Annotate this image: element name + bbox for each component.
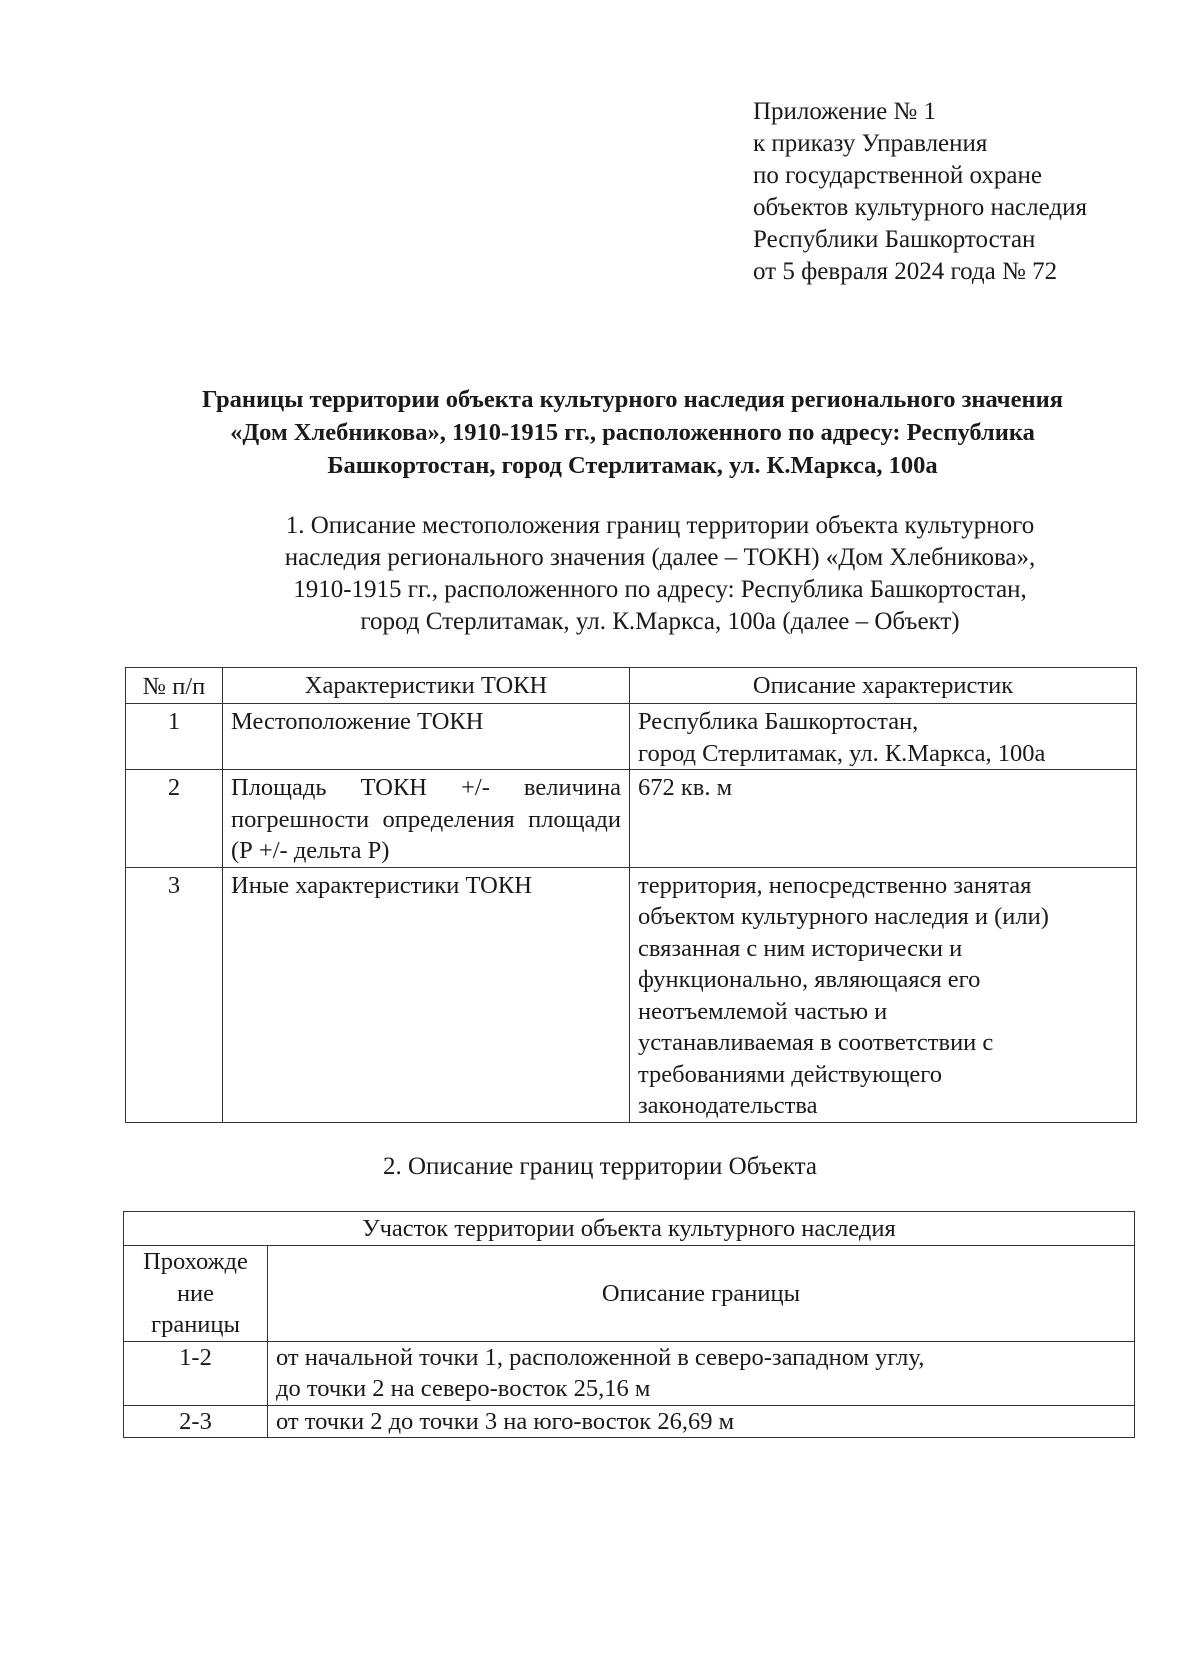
table-caption-row [124, 1212, 1135, 1246]
appendix-line: по государственной охране [753, 162, 1043, 189]
description-line: устанавливаемая в соответствии с [638, 1029, 994, 1056]
appendix-line: объектов культурного наследия [753, 194, 1087, 221]
section-1-heading [190, 510, 1130, 638]
row-boundary-description [268, 1405, 1135, 1438]
title-line: Башкортостан, город Стерлитамак, ул. К.Маркса, 100а [327, 452, 938, 479]
section-1-line: 1910-1915 гг., расположенного по адресу: Республика Башкортостан, [293, 576, 1027, 603]
table-row [126, 770, 1137, 868]
header-segment-line: Прохожде [143, 1248, 248, 1275]
header-segment [124, 1246, 268, 1342]
header-number: № п/п [126, 668, 223, 704]
description-line: от начальной точки 1, расположенной в северо-западном углу, [276, 1343, 925, 1371]
characteristics-table [125, 667, 1137, 1123]
row-segment: 1-2 [124, 1341, 268, 1405]
document-title [110, 383, 1155, 482]
boundary-table [123, 1211, 1135, 1438]
table-caption: Участок территории объекта культурного наследия [124, 1212, 1135, 1246]
section-1-line: 1. Описание местоположения границ территории объекта культурного [285, 512, 1035, 539]
header-segment-line: ние [176, 1279, 215, 1307]
description-line: неотъемлемой частью и [638, 997, 888, 1025]
section-1-line: город Стерлитамак, ул. К.Маркса, 100а (далее – Объект) [360, 608, 960, 635]
description-line: объектом культурного наследия и (или) [638, 903, 1049, 930]
description-line: законодательства [638, 1092, 818, 1119]
row-characteristic: Площадь ТОКН +/- величина погрешности определения площади (Р +/- дельта Р) [223, 770, 630, 868]
row-description [630, 867, 1137, 1122]
header-characteristic: Характеристики ТОКН [223, 668, 630, 704]
table-row [126, 704, 1137, 770]
row-description [630, 704, 1137, 770]
table-header-row [124, 1246, 1135, 1342]
description-line: Республика Башкортостан, [638, 708, 919, 735]
row-boundary-description [268, 1341, 1135, 1405]
title-line: «Дом Хлебникова», 1910-1915 гг., расположенного по адресу: Республика [230, 419, 1035, 446]
section-2-heading: 2. Описание границ территории Объекта [383, 1153, 817, 1180]
appendix-line: от 5 февраля 2024 года № 72 [753, 258, 1058, 285]
table-row [124, 1405, 1135, 1438]
section-1-line: наследия регионального значения (далее – ТОКН) «Дом Хлебникова», [284, 544, 1036, 571]
table-row [124, 1341, 1135, 1405]
description-line: 672 кв. м [638, 774, 733, 801]
description-line: функционально, являющаяся его [638, 966, 981, 993]
row-number: 3 [126, 867, 223, 1122]
header-segment-line: границы [151, 1311, 240, 1338]
row-number: 1 [126, 704, 223, 770]
appendix-line: Приложение № 1 [753, 98, 937, 125]
row-segment: 2-3 [124, 1405, 268, 1438]
appendix-line: Республики Башкортостан [753, 226, 1036, 253]
title-line: Границы территории объекта культурного наследия регионального значения [201, 386, 1063, 413]
header-boundary-description: Описание границы [268, 1246, 1135, 1342]
description-line: до точки 2 на северо-восток 25,16 м [276, 1375, 651, 1402]
row-number: 2 [126, 770, 223, 868]
appendix-line: к приказу Управления [753, 130, 988, 157]
row-characteristic: Местоположение ТОКН [223, 704, 630, 770]
table-row [126, 867, 1137, 1122]
description-line: территория, непосредственно занятая [638, 871, 1032, 899]
row-description [630, 770, 1137, 868]
description-line: от точки 2 до точки 3 на юго-восток 26,69 м [276, 1407, 735, 1435]
appendix-reference [753, 96, 1087, 288]
table-header-row [126, 668, 1137, 704]
description-line: город Стерлитамак, ул. К.Маркса, 100а [638, 739, 1046, 767]
description-line: требованиями действующего [638, 1060, 942, 1088]
description-line: связанная с ним исторически и [638, 934, 963, 962]
row-characteristic: Иные характеристики ТОКН [223, 867, 630, 1122]
header-description: Описание характеристик [630, 668, 1137, 704]
